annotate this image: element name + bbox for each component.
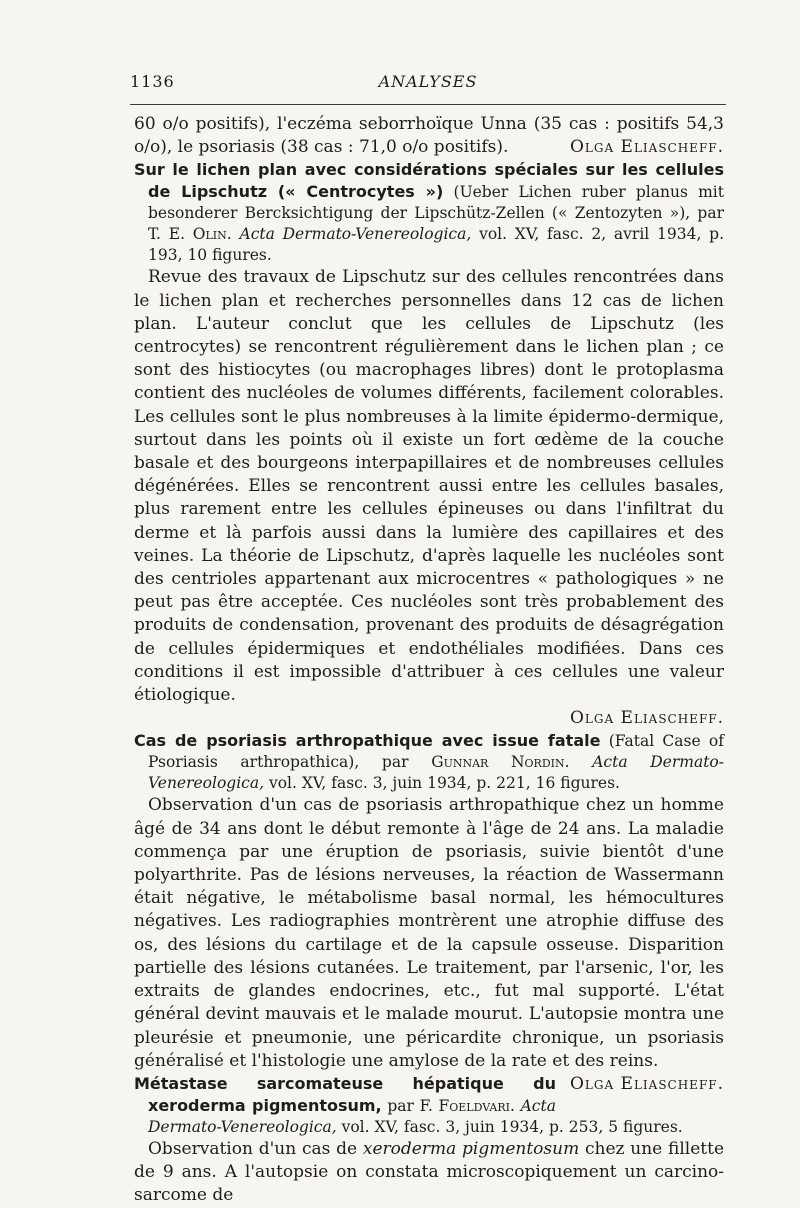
article-2-author: Gunnar Nordin. (431, 753, 570, 772)
article-2-ref-post: vol. XV, fasc. 3, juin 1934, p. 221, 16 figures. (268, 774, 620, 793)
continuation-signature: Olga Eliascheff. (569, 137, 724, 158)
article-1-ref-pre: (Ueber Lichen ruber planus mit besonderer Bercksichtigung der Lipschütz-Zellen (« Zentozyten »), par T. E. (148, 183, 724, 244)
article-2-heading (134, 730, 724, 794)
page-number: 1136 (130, 72, 175, 91)
article-2-ref-pre: (Fatal Case of Psoriasis arthropathica), par (148, 732, 724, 772)
article-1-heading (134, 159, 724, 266)
article-1-body: Revue des travaux de Lipschutz sur des cellules rencontrées dans le lichen plan et recherches personnelles dans 12 cas de lichen plan. L'auteur conclut que les cellules de Lipschutz (les centrocytes) se rencontrent régulièrement dans le lichen plan ; ce sont des histiocytes (ou macrophages libres) dont le protoplasma contient des nucléoles de volumes différents, facilement colorables. Les cellules sont le plus nombreuses à la limite épidermo-dermique, surtout dans les points où il existe un fort œdème de la couche basale et des bourgeons interpapillaires et de nombreuses cellules dégénérées. Elles se rencontrent aussi entre les cellules basales, plus rarement entre les cellules épineuses ou dans l'infiltrat du derme et là parfois aussi dans la lumière des capillaires et des veines. La théorie de Lipschutz, d'après laquelle les nucléoles sont des centrioles appartenant aux microcentres « pathologiques » ne peut pas être acceptée. Ces nucléoles sont très probablement des produits de condensation, provenant des produits de désagrégation de cellules épidermiques et endothéliales modifiées. Dans ces conditions il est impossible d'attribuer à ces cellules une valeur étiologique. (134, 267, 724, 706)
article-3-ref-post: vol. XV, fasc. 3, juin 1934, p. 253, 5 figures. (341, 1117, 683, 1136)
article-1-author: Olin. (192, 225, 232, 244)
article-1-ref-post: vol. XV, fasc. 2, avril 1934, p. 193, 10 figures. (148, 225, 725, 265)
article-2-journal: Acta Dermato-Venereologica, (148, 753, 724, 793)
page-header (130, 72, 726, 96)
article-3-ref-pre: par (387, 1096, 414, 1115)
article-2-signature: Olga Eliascheff. (569, 1073, 724, 1094)
article-3-journal: Acta Dermato-Venereologica, (148, 1096, 556, 1136)
article-2-title: Cas de psoriasis arthropathique avec issue fatale (134, 731, 601, 751)
article-3-author: F. Foeldvari. (419, 1096, 515, 1115)
continuation-paragraph (134, 113, 724, 159)
article-3-body-em: xeroderma pigmentosum (362, 1138, 580, 1159)
article-1-signature: Olga Eliascheff. (569, 708, 724, 729)
page-content (134, 113, 724, 1208)
article-2-body-text: Observation d'un cas de psoriasis arthropathique chez un homme âgé de 34 ans dont le début remonte à l'âge de 24 ans. La maladie commença par une éruption de psoriasis, suivie bientôt d'une polyarthrite. Pas de lésions nerveuses, la réaction de Wassermann était négative, le métabolisme basal normal, les hémocultures négatives. Les radiographies montrèrent une atrophie diffuse des os, des lésions du cartilage et de la capsule osseuse. Disparition partielle des lésions cutanées. Le traitement, par l'arsenic, l'or, les extraits de glandes endocrines, etc., fut mal supporté. L'état général devint mauvais et le malade mourut. L'autopsie montra une pleurésie et pneumonie, une péricardite chronique, un psoriasis généralisé et l'histologie une amylose de la rate et des reins. (134, 795, 724, 1071)
article-1-title: Sur le lichen plan avec considérations spéciales sur les cellules de Lipschutz (« Centrocytes ») (134, 160, 724, 202)
article-1-journal: Acta Dermato-Venereologica, (239, 225, 472, 244)
article-1 (134, 159, 724, 730)
article-3-body (134, 1138, 724, 1208)
article-3-body-post: chez une fillette de 9 ans. A l'autopsie on constata microscopiquement un carcino-sarcome de (134, 1138, 725, 1206)
continuation-text: 60 o/o positifs), l'eczéma seborrhoïque Unna (35 cas : positifs 54,3 o/o), le psoriasis (38 cas : 71,0 o/o positifs). (134, 114, 724, 158)
article-3-title: Métastase sarcomateuse hépatique du xeroderma pigmentosum, (134, 1073, 556, 1115)
running-title: ANALYSES (378, 72, 478, 91)
header-rule (130, 104, 726, 105)
article-3-body-pre: Observation d'un cas de (148, 1138, 358, 1159)
